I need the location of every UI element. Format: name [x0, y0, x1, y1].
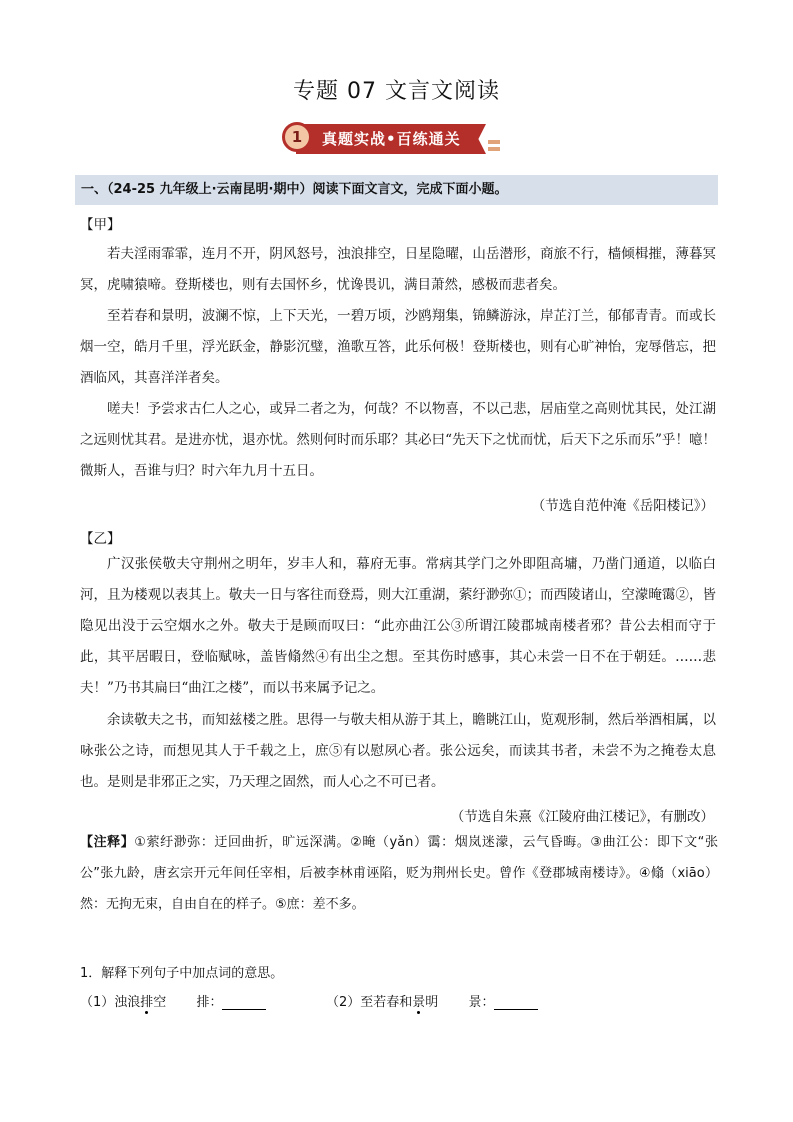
item-2-answer-blank[interactable] — [494, 995, 538, 1010]
jia-paragraph-1: 若夫淫雨霏霏，连月不开，阴风怒号，浊浪排空，日星隐曜，山岳潜形，商旅不行，樯倾楫摧，薄暮冥冥，虎啸猿啼。登斯楼也，则有去国怀乡，忧谗畏讥，满目萧然，感极而悲者矣。 — [80, 246, 716, 293]
item-2-sentence-pre: （2）至若春和 — [326, 995, 413, 1010]
annotations-label: 【注释】 — [80, 835, 135, 850]
passage-label-jia: 【甲】 — [80, 217, 121, 233]
item-1-sentence-post: 空 — [153, 995, 167, 1010]
question-1-stem: 1．解释下列句子中加点词的意思。 — [80, 966, 284, 981]
item-2-label: 景： — [468, 995, 495, 1010]
item-1-answer-blank[interactable] — [222, 995, 266, 1010]
annotations — [80, 827, 718, 920]
item-1-label: 排： — [196, 995, 223, 1010]
question-1-item-1 — [80, 991, 266, 1010]
banner-deco-line — [488, 140, 500, 144]
jia-paragraph-3: 嗟夫！予尝求古仁人之心，或异二者之为，何哉？不以物喜，不以己悲，居庙堂之高则忧其民，处江湖之远则忧其君。是进亦忧，退亦忧。然则何时而乐耶？其必曰“先天下之忧而忧，后天下之乐而乐”乎！噫！微斯人，吾谁与归？时六年九月十五日。 — [80, 401, 716, 479]
jia-source: （节选自范仲淹《岳阳楼记》） — [531, 498, 714, 514]
annotations-text: ①萦纡渺弥：迂回曲折，旷远深满。②晻（yǎn）霭：烟岚迷濛，云气昏晦。③曲江公：即下文“张公”张九龄，唐玄宗开元年间任宰相，后被李林甫诬陷，贬为荆州长史。曾作《登郡城南楼诗》。④翛（xiāo）然：无拘无束，自由自在的样子。⑤庶：差不多。 — [80, 835, 718, 912]
question-header: 一、（24-25 九年级上·云南昆明·期中）阅读下面文言文，完成下面小题。 — [75, 175, 718, 205]
banner-number: 1 — [282, 122, 312, 152]
page-title: 专题 07 文言文阅读 — [293, 79, 500, 104]
item-1-sentence-pre: （1）浊浪 — [80, 995, 141, 1010]
yi-paragraph-1: 广汉张侯敬夫守荆州之明年，岁丰人和，幕府无事。常病其学门之外即阻高墉，乃凿门通道，以临白河，且为楼观以表其上。敬夫一日与客往而登焉，则大江重湖，萦纡渺弥①；而西陵诸山，空濛晻霭②，皆隐见出没于云空烟水之外。敬夫于是顾而叹曰：“此亦曲江公③所谓江陵郡城南楼者邪？昔公去相而守于此，其平居暇日，登临赋咏，盖皆翛然④有出尘之想。至其伤时感事，其心未尝一日不在于朝廷。……悲夫！”乃书其扁曰“曲江之楼”，而以书来属予记之。 — [80, 556, 716, 696]
jia-paragraph-2: 至若春和景明，波澜不惊，上下天光，一碧万顷，沙鸥翔集，锦鳞游泳，岸芷汀兰，郁郁青青。而或长烟一空，皓月千里，浮光跃金，静影沉璧，渔歌互答，此乐何极！登斯楼也，则有心旷神怡，宠辱偕忘，把酒临风，其喜洋洋者矣。 — [80, 308, 716, 386]
passage-label-yi: 【乙】 — [80, 531, 121, 547]
question-1-item-2 — [326, 991, 538, 1010]
section-banner — [282, 122, 500, 162]
item-1-dotted-char: 排 — [140, 995, 154, 1010]
yi-paragraph-2: 余读敬夫之书，而知兹楼之胜。思得一与敬夫相从游于其上，瞻眺江山，览观形制，然后举酒相属，以咏张公之诗，而想见其人于千载之上，庶⑤有以慰夙心者。张公远矣，而读其书者，未尝不为之掩卷太息也。是则是非邪正之实，乃天理之固然，而人心之不可已者。 — [80, 712, 716, 790]
banner-deco-line — [488, 147, 500, 151]
item-2-dotted-char: 景 — [412, 995, 426, 1010]
banner-text: 真题实战•百练通关 — [322, 130, 461, 148]
yi-source: （节选自朱熹《江陵府曲江楼记》，有删改） — [450, 809, 714, 825]
item-2-sentence-post: 明 — [425, 995, 439, 1010]
